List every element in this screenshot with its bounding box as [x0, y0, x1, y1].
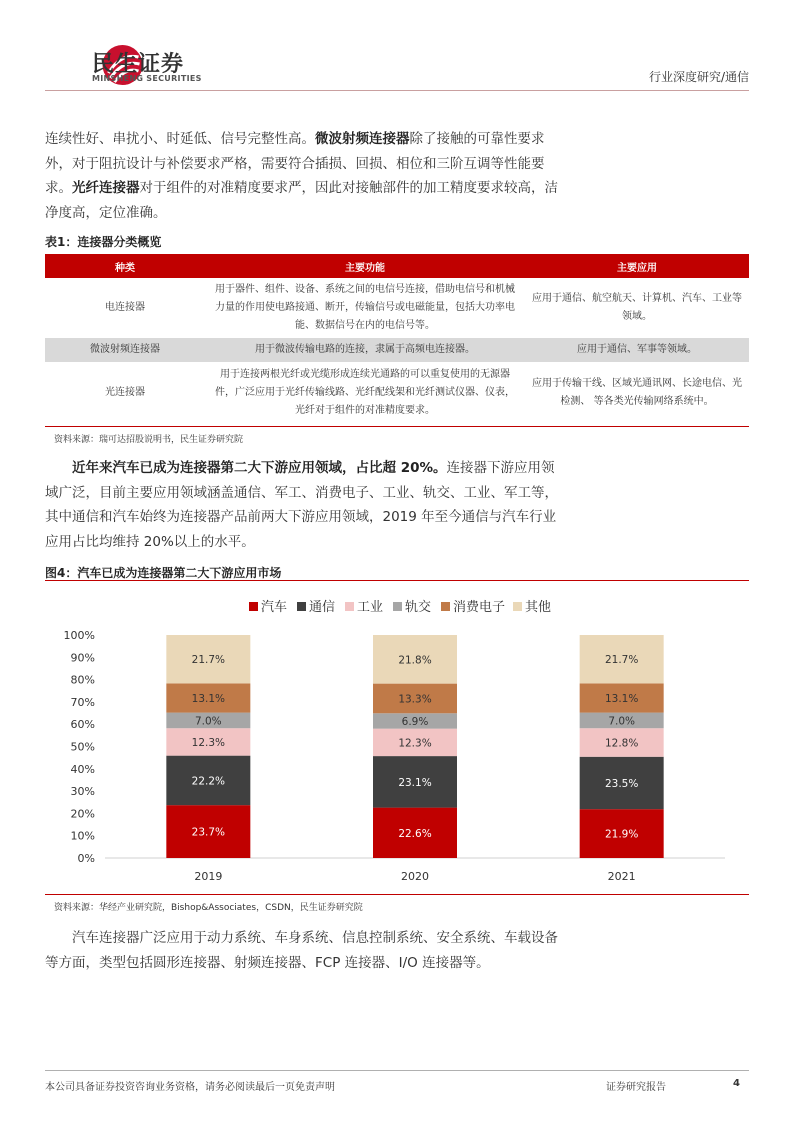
para2-text-1: 连接器下游应用领域广泛，目前主要应用领域涵盖通信、军工、消费电子、工业、轨交、工业、军工等，其中通信和汽车始终为连接器产品前两大下游应用领域，2019 年至今通信与汽车行业应用占比均维持 20%以上的水平。 — [45, 460, 558, 550]
table-cell: 用于微波传输电路的连接，隶属于高频电连接器。 — [205, 338, 525, 362]
table-cell: 应用于通信、军事等领域。 — [525, 338, 749, 362]
para1-bold-2: 光纤连接器 — [72, 180, 140, 196]
data-label: 7.0% — [194, 715, 222, 728]
data-label: 13.1% — [191, 692, 226, 705]
table-cell: 用于器件、组件、设备、系统之间的电信号连接，借助电信号和机械力量的作用使电路接通、断开，传输信号或电磁能量，包括大功率电能、数据信号在内的电信号等。 — [215, 284, 515, 331]
paragraph-connectors-intro — [45, 127, 565, 225]
data-label: 21.7% — [604, 654, 639, 667]
legend-swatch — [249, 602, 258, 611]
legend-label: 轨交 — [405, 600, 432, 615]
x-tick-label: 2020 — [401, 870, 429, 883]
paragraph-auto-market — [45, 456, 565, 554]
para3-text-1: 汽车连接器广泛应用于动力系统、车身系统、信息控制系统、安全系统、车载设备等方面，类型包括圆形连接器、射频连接器、FCP 连接器、I/O 连接器等。 — [45, 930, 558, 971]
table-source: 资料来源：瑞可达招股说明书，民生证券研究院 — [54, 435, 244, 445]
footer-disclaimer: 本公司具备证券投资咨询业务资格，请务必阅读最后一页免责声明 — [45, 1082, 335, 1093]
data-label: 23.7% — [191, 826, 226, 839]
y-tick-label: 90% — [70, 651, 95, 665]
data-label: 23.5% — [604, 777, 639, 790]
data-label: 21.9% — [604, 828, 639, 841]
table-title: 表1：连接器分类概览 — [45, 235, 162, 249]
para2-bold-1: 近年来汽车已成为连接器第二大下游应用领域，占比超 20%。 — [72, 460, 447, 476]
data-label: 7.0% — [608, 715, 636, 728]
para1-text-1: 连续性好、串扰小、时延低、信号完整性高。 — [45, 131, 315, 147]
report-category: 行业深度研究/通信 — [648, 70, 749, 84]
page-number: 4 — [733, 1078, 740, 1089]
logo-cn-text: 民生证券 — [92, 52, 185, 77]
y-tick-label: 50% — [70, 740, 95, 754]
data-label: 12.8% — [604, 737, 639, 750]
legend-label: 其他 — [525, 600, 552, 615]
data-label: 22.6% — [398, 827, 432, 840]
data-label: 21.7% — [191, 654, 226, 667]
y-tick-label: 30% — [70, 785, 95, 799]
stacked-bar-chart — [45, 590, 749, 890]
figure-bottom-rule — [45, 894, 749, 895]
paragraph-auto-connectors — [45, 926, 565, 975]
y-tick-label: 60% — [70, 718, 95, 732]
legend-swatch — [297, 602, 306, 611]
figure-source: 资料来源：华经产业研究院，Bishop&Associates，CSDN，民生证券研究院 — [54, 903, 363, 913]
table-header-cell: 种类 — [45, 254, 205, 278]
footer-divider — [45, 1070, 749, 1071]
table-row — [45, 278, 749, 338]
data-label: 23.1% — [398, 776, 432, 789]
y-tick-label: 20% — [70, 807, 95, 821]
logo-en-text: MINSHENG SECURITIES — [92, 74, 202, 83]
legend-swatch — [513, 602, 522, 611]
para1-bold-1: 微波射频连接器 — [315, 131, 410, 147]
y-tick-label: 100% — [63, 629, 95, 642]
legend-swatch — [345, 602, 354, 611]
data-label: 6.9% — [401, 715, 429, 728]
y-tick-label: 0% — [77, 852, 95, 865]
table-header-cell: 主要应用 — [525, 254, 749, 278]
y-tick-label: 70% — [70, 695, 95, 709]
data-label: 13.3% — [398, 693, 432, 706]
connector-classification-table — [45, 254, 749, 424]
footer-report-type: 证券研究报告 — [606, 1082, 666, 1093]
legend-label: 通信 — [309, 600, 336, 615]
legend-label: 汽车 — [261, 600, 288, 615]
table-cell: 用于连接两根光纤或光缆形成连续光通路的可以重复使用的无源器件，广泛应用于光纤传输线路、光纤配线架和光纤测试仪器、仪表，光纤对于组件的对准精度要求。 — [215, 369, 515, 416]
legend-label: 消费电子 — [453, 600, 506, 615]
table-cell: 微波射频连接器 — [45, 338, 205, 362]
header-divider — [45, 90, 749, 91]
figure-title: 图4：汽车已成为连接器第二大下游应用市场 — [45, 566, 282, 580]
legend-swatch — [393, 602, 402, 611]
table-cell: 光连接器 — [105, 387, 145, 398]
x-tick-label: 2021 — [607, 870, 636, 883]
data-label: 12.3% — [191, 736, 226, 749]
para1-text-2: 除了接触的可靠性要求外，对于阻抗设计与补偿要求严格，需要符合插损、回损、相位和三阶互调等性能要求。 — [45, 131, 545, 196]
table-cell: 电连接器 — [105, 302, 145, 313]
table-row — [45, 362, 749, 424]
table-header-cell: 主要功能 — [205, 254, 525, 278]
y-tick-label: 80% — [70, 673, 95, 687]
data-label: 22.2% — [191, 775, 226, 788]
para1-text-3: 对于组件的对准精度要求严，因此对接触部件的加工精度要求较高，洁净度高，定位准确。 — [45, 180, 558, 221]
table-cell: 应用于传输干线、区域光通讯网、长途电信、光检测、 等各类光传输网络系统中。 — [532, 378, 742, 407]
y-tick-label: 10% — [70, 829, 95, 843]
table-bottom-rule — [45, 426, 749, 427]
data-label: 12.3% — [398, 737, 432, 750]
data-label: 13.1% — [604, 692, 639, 705]
legend-swatch — [441, 602, 450, 611]
legend-label: 工业 — [357, 600, 384, 615]
data-label: 21.8% — [398, 654, 432, 667]
y-tick-label: 40% — [70, 762, 95, 776]
table-cell: 应用于通信、航空航天、计算机、汽车、工业等领域。 — [532, 293, 742, 322]
x-tick-label: 2019 — [194, 870, 223, 883]
table-header-row — [45, 254, 749, 278]
table-row — [45, 338, 749, 362]
figure-top-rule — [45, 580, 749, 581]
